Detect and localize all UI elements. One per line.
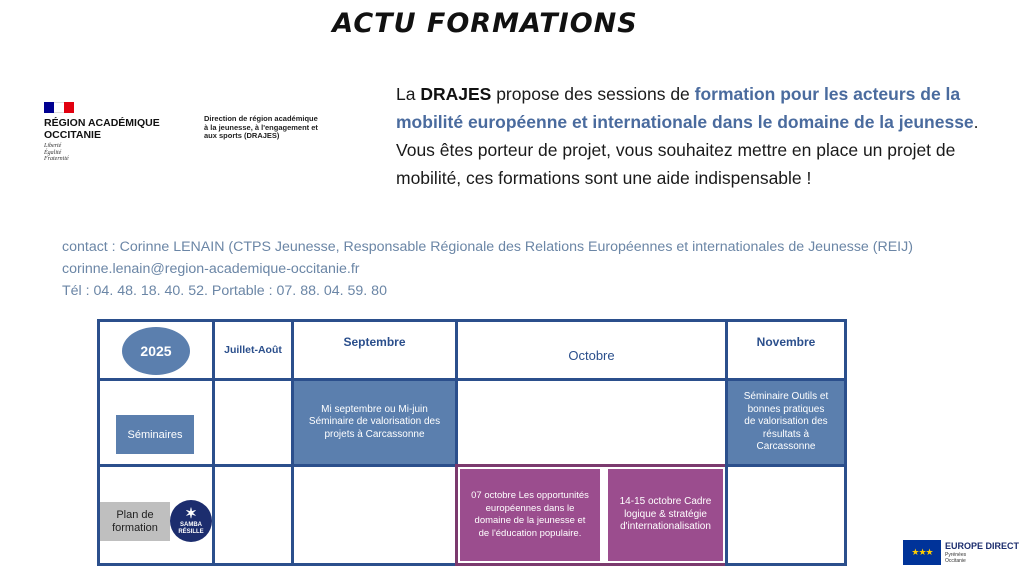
row-header-cell	[97, 464, 215, 566]
month-header-cell	[212, 319, 294, 381]
eu-sub-line: Occitanie	[945, 558, 966, 564]
star-icon: ✶	[185, 505, 197, 521]
contact-block	[62, 236, 1012, 302]
contact-phone: Tél : 04. 48. 18. 40. 52. Portable : 07. 88. 04. 59. 80	[62, 283, 387, 299]
samba-label: SAMBA RÉSILLE	[178, 522, 204, 535]
logo-name-line2: OCCITANIE	[44, 129, 101, 141]
event-cell	[291, 378, 458, 467]
direction-line: à la jeunesse, à l'engagement et	[204, 122, 318, 132]
eu-subtitle	[945, 552, 966, 564]
eu-title: EUROPE DIRECT	[945, 541, 1020, 551]
eu-flag-icon: ★★★	[903, 540, 941, 565]
event-cell-octobre	[455, 464, 728, 566]
month-header: Novembre	[756, 335, 816, 350]
logo-motto	[44, 143, 104, 163]
month-header-cell	[455, 319, 728, 381]
motto-line: Fraternité	[44, 156, 69, 162]
schedule-table	[97, 319, 847, 566]
motto-line: Liberté	[44, 143, 62, 149]
intro-highlight: formation pour les acteurs de la mobilité européenne et internationale dans le domaine de la jeunesse	[396, 84, 974, 132]
europe-direct-logo	[903, 538, 1021, 566]
row-label-plan: Plan de formation	[100, 502, 170, 541]
month-header: Octobre	[568, 348, 615, 364]
logo-name	[44, 117, 184, 141]
direction-line: aux sports (DRAJES)	[204, 131, 280, 140]
year-cell	[97, 319, 215, 381]
contact-email[interactable]: corinne.lenain@region-academique-occitanie.fr	[62, 261, 360, 277]
year-badge: 2025	[122, 327, 190, 375]
month-header-cell	[291, 319, 458, 381]
logo-direction	[204, 115, 354, 141]
empty-cell	[291, 464, 458, 566]
region-logo	[44, 102, 344, 172]
month-header: Septembre	[343, 335, 406, 350]
motto-line: Égalité	[44, 149, 62, 156]
empty-cell	[455, 378, 728, 467]
intro-text: . Vous êtes porteur de projet, vous souhaitez mettre en place un projet de mobilité, ces formations sont une aide indispensable !	[396, 112, 979, 188]
contact-line: contact : Corinne LENAIN (CTPS Jeunesse, Responsable Régionale des Relations Européennes et internationales de Jeunesse (REIJ)	[62, 239, 913, 255]
month-header-cell	[725, 319, 847, 381]
page-title: ACTU FORMATIONS	[332, 8, 638, 39]
event-oct-07: 07 octobre Les opportunités européennes dans le domaine de la jeunesse et de l'éducation populaire.	[460, 469, 600, 561]
intro-paragraph	[396, 80, 1004, 192]
event-sept-seminaire: Mi septembre ou Mi-juin Séminaire de valorisation des projets à Carcassonne	[294, 381, 455, 464]
direction-line: Direction de région académique	[204, 114, 318, 123]
logo-name-line1: RÉGION ACADÉMIQUE	[44, 117, 160, 129]
empty-cell	[212, 464, 294, 566]
month-header: Juillet-Août	[224, 344, 282, 356]
event-nov-seminaire: Séminaire Outils et bonnes pratiques de valorisation des résultats à Carcassonne	[728, 381, 844, 464]
french-flag-icon	[44, 102, 74, 113]
samba-resille-logo	[170, 500, 212, 542]
intro-text: La	[396, 84, 421, 104]
empty-cell	[725, 464, 847, 566]
intro-text: propose des sessions de	[491, 84, 695, 104]
empty-cell	[212, 378, 294, 467]
row-label-seminaires: Séminaires	[116, 415, 194, 454]
eu-sub-line: Pyrénées	[945, 552, 967, 558]
row-header-cell	[97, 378, 215, 467]
event-oct-14-15: 14-15 octobre Cadre logique & stratégie d'internationalisation	[608, 469, 723, 561]
event-cell	[725, 378, 847, 467]
intro-drajes: DRAJES	[420, 84, 492, 104]
